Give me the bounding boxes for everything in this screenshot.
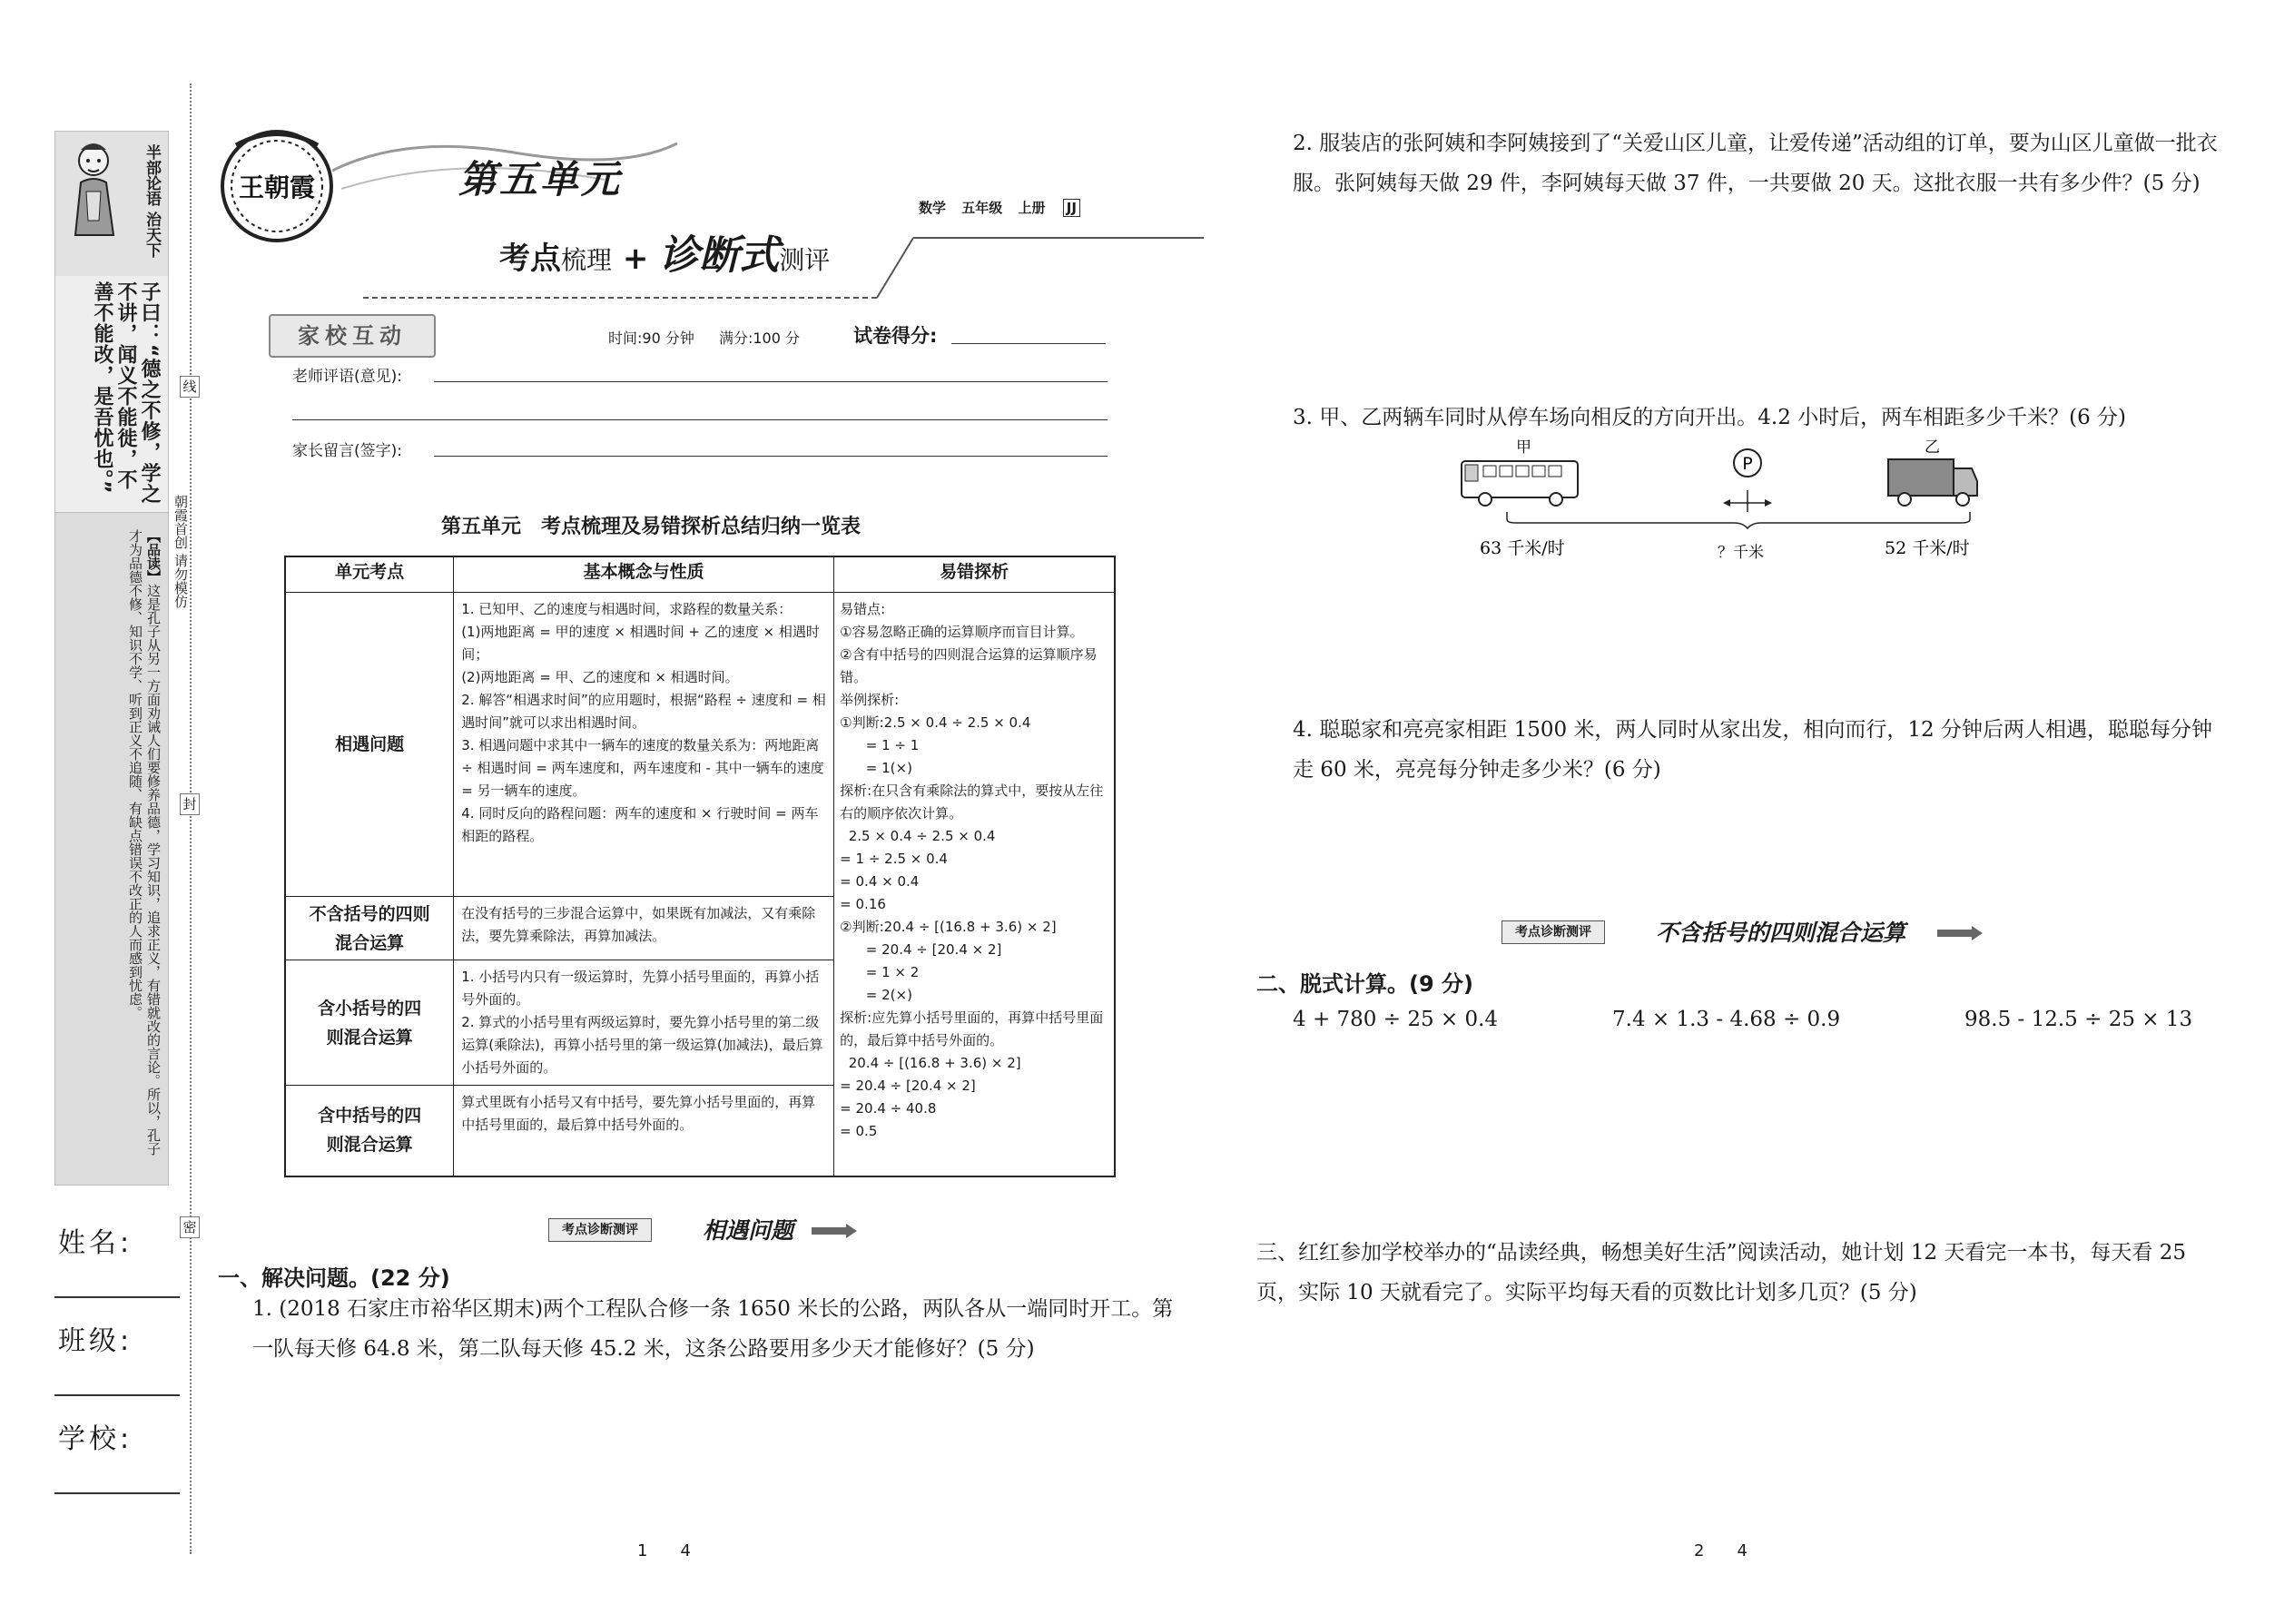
question-1: 1. (2018 石家庄市裕华区期末)两个工程队合修一条 1650 米长的公路，两队各从一端同时开工。第一队每天修 64.8 米，第二队每天修 45.2 米，这条公路要用多少天才能修好？(5 分) xyxy=(252,1297,1174,1361)
vehicle-b-label: 乙 xyxy=(1925,438,1940,457)
parent-comment-line[interactable] xyxy=(434,456,1108,457)
banner-tag: 考点诊断测评 xyxy=(1501,920,1605,944)
arrow-icon xyxy=(812,1224,857,1238)
section2-banner xyxy=(1501,913,1983,950)
subtitle-a: 考点 xyxy=(499,241,561,277)
class-label: 班级: xyxy=(58,1325,133,1357)
banner-name: 相遇问题 xyxy=(703,1217,794,1244)
section2-title: 二、脱式计算。(9 分) xyxy=(1256,971,1473,997)
term: 上册 xyxy=(1018,200,1046,216)
reading-box xyxy=(54,512,169,1186)
subtitle-b: 梳理 xyxy=(561,245,613,275)
vehicle-a-label: 甲 xyxy=(1516,438,1531,457)
table-row xyxy=(285,593,1115,897)
banner-name: 不含括号的四则混合运算 xyxy=(1656,920,1906,946)
teacher-comment-label: 老师评语(意见): xyxy=(292,368,402,386)
parent-comment-label: 家长留言(签字): xyxy=(292,442,402,460)
distance-brace xyxy=(1507,512,1970,528)
topic-cell: 相遇问题 xyxy=(285,593,454,897)
name-line[interactable] xyxy=(54,1296,180,1298)
banner-tag: 考点诊断测评 xyxy=(548,1218,652,1242)
expression-2: 7.4 × 1.3 - 4.68 ÷ 0.9 xyxy=(1612,1008,1841,1031)
sidebar-header-box xyxy=(54,131,169,278)
header-concept: 基本概念与性质 xyxy=(454,556,834,593)
class-line[interactable] xyxy=(54,1394,180,1396)
unit-title: 第五单元 xyxy=(458,157,623,202)
cut-line xyxy=(190,84,192,1554)
reading-label: 【品读】 xyxy=(145,529,162,584)
bus-icon xyxy=(1462,461,1578,506)
school-label: 学校: xyxy=(58,1423,133,1455)
concept-cell: 1. 已知甲、乙的速度与相遇时间，求路程的数量关系： (1)两地距离 = 甲的速度 × 相遇时间 + 乙的速度 × 相遇时间； (2)两地距离 = 甲、乙的速度和 × 相遇时间。 2. 解答“相遇求时间”的应用题时，根据“路程 ÷ 速度和 = 相遇时间”就可以求出相遇时间。 3. 相遇问题中求其中一辆车的速度的数量关系为：两地距离 ÷ 相遇时间 = 两车速度和，两车速度和 - 其中一辆车的速度 = 另一辆车的速度。 4. 同时反向的路程问题：两车的速度和 × 行驶时间 = 两车相距的路程。 xyxy=(454,593,834,897)
speed-b: 52 千米/时 xyxy=(1885,538,1970,558)
parking-label: P xyxy=(1742,454,1753,474)
section1-banner xyxy=(548,1211,857,1247)
reading-text xyxy=(126,529,162,1165)
quote-box xyxy=(54,276,169,512)
question-2: 2. 服装店的张阿姨和李阿姨接到了“关爱山区儿童，让爱传递”活动组的订单，要为山区儿童做一批衣服。张阿姨每天做 29 件，李阿姨每天做 37 件，一共要做 20 天。这批衣服一共有多少件？(5 分) xyxy=(1293,132,2218,195)
full-score: 满分:100 分 xyxy=(718,330,800,347)
question-section3: 三、红红参加学校举办的“品读经典，畅想美好生活”阅读活动，她计划 12 天看完一本书，每天看 25 页，实际 10 天就看完了。实际平均每天看的页数比计划多几页？(5 分) xyxy=(1256,1241,2186,1304)
subtitle-c: 诊断式 xyxy=(659,232,780,279)
concept-cell: 算式里既有小括号又有中括号，要先算小括号里面的，再算中括号里面的，最后算中括号外面的。 xyxy=(454,1086,834,1176)
truck-icon xyxy=(1888,459,1977,506)
concept-cell: 在没有括号的三步混合运算中，如果既有加减法，又有乘除法，要先算乘除法，再算加减法。 xyxy=(454,897,834,960)
topic-cell: 含小括号的四则混合运算 xyxy=(285,960,454,1086)
section1-title: 一、解决问题。(22 分) xyxy=(218,1265,450,1291)
concept-cell: 1. 小括号内只有一级运算时，先算小括号里面的，再算小括号外面的。 2. 算式的小括号里有两级运算时，要先算小括号里的第二级运算(乘除法)，再算小括号里的第一级运算(加减法)，最后算小括号外面的。 xyxy=(454,960,834,1086)
question-4: 4. 聪聪家和亮亮家相距 1500 米，两人同时从家出发，相向而行，12 分钟后两人相遇，聪聪每分钟走 60 米，亮亮每分钟走多少米？(6 分) xyxy=(1293,718,2212,782)
brand-note: 朝霞首创 请勿模仿 xyxy=(172,495,189,608)
subtitle xyxy=(499,222,830,281)
grade-tag xyxy=(919,198,1080,217)
reading-body: 这是孔子从另一方面劝诫人们要修养品德，学习知识，追求正义，有错就改的言论。所以，孔子才为品德不修、知识不学、听到正义不追随、有缺点错误不改正的人而感到忧虑。 xyxy=(127,529,162,1156)
subtitle-plus: + xyxy=(622,241,649,277)
subtitle-d: 测评 xyxy=(779,245,831,275)
expression-1: 4 + 780 ÷ 25 × 0.4 xyxy=(1293,1008,1499,1031)
speed-a: 63 千米/时 xyxy=(1480,538,1565,558)
topic-cell: 不含括号的四则混合运算 xyxy=(285,897,454,960)
logo-text: 王朝霞 xyxy=(238,172,316,202)
question-3-diagram xyxy=(1452,436,1979,572)
motto-text: 半部论语 治天下 xyxy=(143,144,161,258)
header-mistake: 易错探析 xyxy=(834,556,1115,593)
summary-table xyxy=(284,556,1116,1177)
subject: 数学 xyxy=(919,200,947,216)
cut-mark-line: 线 xyxy=(180,376,200,398)
arrow-icon xyxy=(1937,926,1983,940)
home-school-banner: 家校互动 xyxy=(269,314,436,358)
question-3: 3. 甲、乙两辆车同时从停车场向相反的方向开出。4.2 小时后，两车相距多少千米？(6 分) xyxy=(1293,406,2127,429)
expression-3: 98.5 - 12.5 ÷ 25 × 13 xyxy=(1964,1008,2193,1031)
mistake-cell: 易错点: ①容易忽略正确的运算顺序而盲目计算。 ②含有中括号的四则混合运算的运算顺序易错。 举例探析: ①判断:2.5 × 0.4 ÷ 2.5 × 0.4 = 1 ÷ 1 = 1(×) 探析:在只含有乘除法的算式中，要按从左往右的顺序依次计算。 2.5 × 0.4 ÷ 2.5 × 0.4 = 1 ÷ 2.5 × 0.4 = 0.4 × 0.4 = 0.16 ②判断:20.4 ÷ [(16.8 + 3.6) × 2] = 20.4 ÷ [20.4 × 2] = 1 × 2 = 2(×) 探析:应先算小括号里面的，再算中括号里面的，最后算中括号外面的。 20.4 ÷ [(16.8 + 3.6) × 2] = 20.4 ÷ [20.4 × 2] = 20.4 ÷ 40.8 = 0.5 xyxy=(834,593,1115,1176)
confucius-icon xyxy=(63,137,128,237)
header-topic: 单元考点 xyxy=(285,556,454,593)
score-line[interactable] xyxy=(951,343,1106,344)
teacher-comment-line-1[interactable] xyxy=(434,381,1108,382)
topic-cell: 含中括号的四则混合运算 xyxy=(285,1086,454,1176)
cut-mark-seal: 封 xyxy=(180,793,200,815)
teacher-comment-line-2[interactable] xyxy=(292,419,1108,420)
page-number-left: 1 4 xyxy=(637,1541,691,1560)
edition: JJ xyxy=(1063,199,1080,217)
time-info: 时间:90 分钟 xyxy=(608,330,694,347)
table-title: 第五单元 考点梳理及易错探析总结归纳一览表 xyxy=(441,516,861,538)
name-label: 姓名: xyxy=(58,1227,133,1259)
distance-unknown: ？千米 xyxy=(1718,544,1764,562)
score-label: 试卷得分: xyxy=(853,325,938,347)
page-number-right: 2 4 xyxy=(1694,1541,1748,1560)
exam-meta xyxy=(608,327,800,348)
confucius-quote: 子曰：“德之不修，学之不讲，闻义不能徙，不善不能改，是吾忧也。” xyxy=(91,281,161,505)
cut-mark-secret: 密 xyxy=(180,1216,200,1238)
school-line[interactable] xyxy=(54,1492,180,1494)
grade: 五年级 xyxy=(961,200,1003,216)
brand-logo xyxy=(218,127,336,245)
